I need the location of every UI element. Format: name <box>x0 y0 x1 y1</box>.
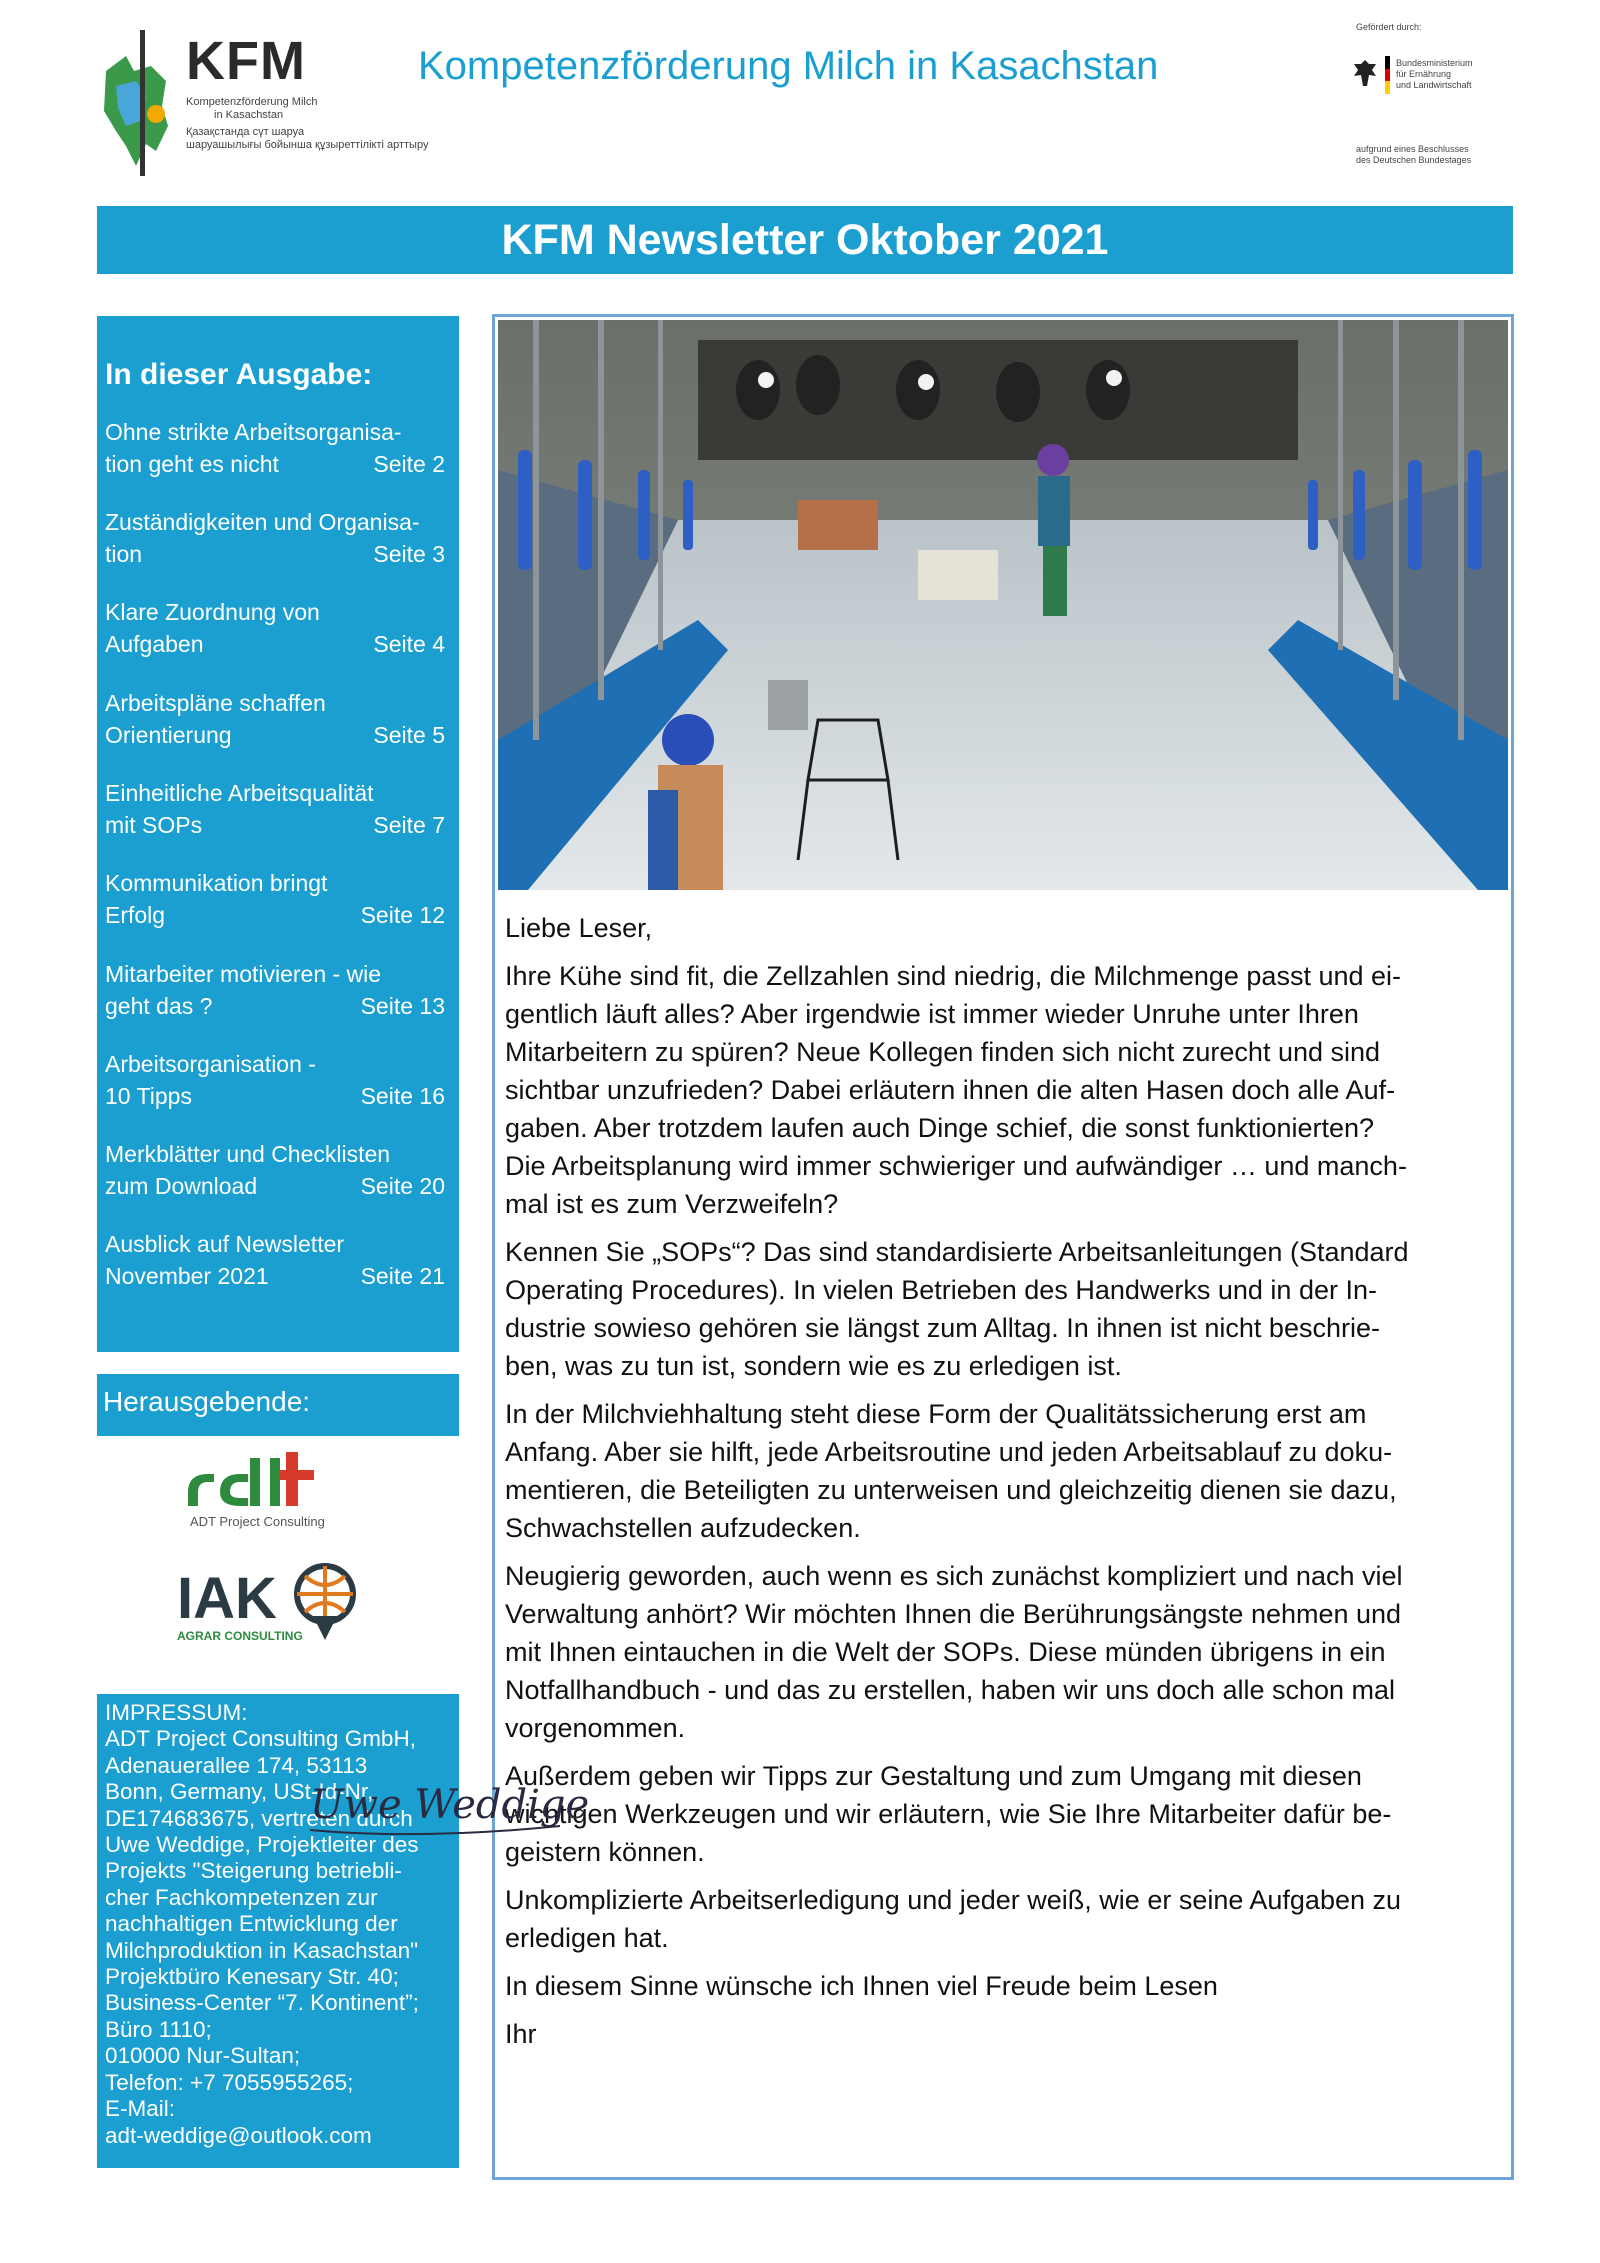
federal-eagle-icon <box>1352 58 1378 88</box>
letter-line: Liebe Leser, <box>505 913 653 943</box>
letter-line: ben, was zu tun ist, sondern wie es zu erledigen ist. <box>505 1351 1122 1381</box>
kfm-logo-subtitle: шаруашылығы бойынша құзыреттілікті арттыру <box>186 139 429 151</box>
impressum-line: Uwe Weddige, Projektleiter des <box>105 1832 419 1858</box>
toc-item[interactable] <box>105 1138 445 1202</box>
ministry-name: für Ernährung <box>1396 69 1452 79</box>
signature-icon <box>300 1760 600 1850</box>
letter-paragraph <box>505 1757 1505 1871</box>
newsletter-title-banner <box>97 206 1513 274</box>
toc-item-page: Seite 7 <box>373 812 445 838</box>
impressum-line: Büro 1110; <box>105 2016 212 2042</box>
toc-item-page: Seite 12 <box>360 902 445 928</box>
toc-item[interactable] <box>105 1048 445 1112</box>
toc-item-page: Seite 13 <box>360 993 445 1019</box>
letter-line: geistern können. <box>505 1837 705 1867</box>
toc-item-title: Ohne strikte Arbeitsorganisa- <box>105 419 402 445</box>
letter-line: Neugierig geworden, auch wenn es sich zunächst kompliziert und nach viel <box>505 1561 1403 1591</box>
impressum-line: Adenauerallee 174, 53113 <box>105 1752 368 1778</box>
letter-line: mit Ihnen eintauchen in die Welt der SOPs. Diese münden übrigens in ein <box>505 1637 1386 1667</box>
letter-line: Schwachstellen aufzudecken. <box>505 1513 861 1543</box>
toc-item-title: Arbeitsorganisation - <box>105 1051 316 1077</box>
header-title: Kompetenzförderung Milch in Kasachstan <box>418 44 1159 88</box>
main-content-frame <box>492 314 1514 2180</box>
editorial-letter <box>505 909 1505 2063</box>
kfm-logo-text: KFM <box>186 31 306 91</box>
letter-paragraph <box>505 1395 1505 1547</box>
toc-item-page: Seite 20 <box>360 1173 445 1199</box>
letter-line: dustrie sowieso gehören sie längst zum Alltag. In ihnen ist nicht beschrie- <box>505 1313 1380 1343</box>
toc-item-title: Zuständigkeiten und Organisa- <box>105 509 420 535</box>
toc-item-title: Kommunikation bringt <box>105 870 328 896</box>
publisher-heading: Herausgebende: <box>103 1386 311 1417</box>
kfm-logo <box>96 26 429 176</box>
toc-item-page: Seite 21 <box>360 1263 445 1289</box>
toc-item-title: tion <box>105 541 143 567</box>
toc-heading: In dieser Ausgabe: <box>105 358 373 391</box>
iak-logo-icon <box>175 1556 385 1646</box>
letter-line: Außerdem geben wir Tipps zur Gestaltung und zum Umgang mit diesen <box>505 1761 1362 1791</box>
letter-line: sichtbar unzufrieden? Dabei erläutern ihnen die alten Hasen doch alle Auf- <box>505 1075 1396 1105</box>
newsletter-title: KFM Newsletter Oktober 2021 <box>501 216 1109 264</box>
toc-item-title: November 2021 <box>105 1263 269 1289</box>
toc-item-page: Seite 3 <box>373 541 445 567</box>
impressum-line: Bonn, Germany, USt-Id-Nr, <box>105 1779 374 1805</box>
letter-line: Ihre Kühe sind fit, die Zellzahlen sind niedrig, die Milchmenge passt und ei- <box>505 961 1401 991</box>
kfm-logo-subtitle: Kompetenzförderung Milch <box>186 96 318 108</box>
letter-line: gaben. Aber trotzdem laufen auch Dinge schief, die sonst funktionierten? <box>505 1113 1375 1143</box>
letter-paragraph <box>505 1967 1505 2005</box>
toc-item-title: 10 Tipps <box>105 1083 192 1109</box>
sponsor-note: des Deutschen Bundestages <box>1356 155 1472 165</box>
iak-logo-caption: AGRAR CONSULTING <box>177 1629 303 1643</box>
toc-item-title: Klare Zuordnung von <box>105 599 320 625</box>
kfm-logo-subtitle: Қазақстанда сүт шаруа <box>186 126 305 138</box>
letter-line: Verwaltung anhört? Wir möchten Ihnen die Berührungsängste nehmen und <box>505 1599 1402 1629</box>
toc-item-title: Mitarbeiter motivieren - wie <box>105 961 382 987</box>
toc-item-page: Seite 16 <box>360 1083 445 1109</box>
ministry-name: Bundesministerium <box>1396 58 1473 68</box>
letter-line: In diesem Sinne wünsche ich Ihnen viel Freude beim Lesen <box>505 1971 1218 2001</box>
adt-logo-icon <box>180 1448 380 1538</box>
toc-item-title: Orientierung <box>105 722 232 748</box>
toc-item-title: Arbeitspläne schaffen <box>105 690 326 716</box>
toc-item-title: Aufgaben <box>105 631 204 657</box>
toc-item-title: Merkblätter und Checklisten <box>105 1141 391 1167</box>
letter-line: gentlich läuft alles? Aber irgendwie ist immer wieder Unruhe unter Ihren <box>505 999 1359 1029</box>
letter-line: Die Arbeitsplanung wird immer schwieriger und aufwändiger … und manch- <box>505 1151 1407 1181</box>
letter-paragraph <box>505 909 1505 947</box>
letter-line: vorgenommen. <box>505 1713 686 1743</box>
toc-item-page: Seite 5 <box>373 722 445 748</box>
letter-paragraph <box>505 2015 1505 2053</box>
letter-line: Unkomplizierte Arbeitserledigung und jeder weiß, wie er seine Aufgaben zu <box>505 1885 1402 1915</box>
signature-text: Uwe Weddige <box>310 1782 590 1828</box>
letter-paragraph <box>505 1557 1505 1747</box>
toc-item[interactable] <box>105 596 445 660</box>
letter-line: Notfallhandbuch - und das zu erstellen, haben wir uns doch alle schon mal <box>505 1675 1396 1705</box>
kazakhstan-map-logo-icon <box>96 26 176 176</box>
toc-item-title: tion geht es nicht <box>105 451 279 477</box>
toc-item-page: Seite 2 <box>373 451 445 477</box>
toc-item[interactable] <box>105 416 445 480</box>
toc-item[interactable] <box>105 867 445 931</box>
letter-line: Kennen Sie „SOPs“? Das sind standardisierte Arbeitsanleitungen (Standard <box>505 1237 1409 1267</box>
toc-item[interactable] <box>105 687 445 751</box>
adt-logo-caption: ADT Project Consulting <box>190 1514 325 1529</box>
german-flag-icon <box>1385 56 1390 94</box>
letter-line: mal ist es zum Verzweifeln? <box>505 1189 839 1219</box>
table-of-contents <box>97 316 459 1352</box>
toc-item-title: geht das ? <box>105 993 213 1019</box>
kfm-logo-subtitle: in Kasachstan <box>214 109 284 121</box>
letter-line: wichtigen Werkzeugen und wir erläutern, wie Sie Ihre Mitarbeiter dafür be- <box>505 1799 1392 1829</box>
impressum-line: IMPRESSUM: <box>105 1700 248 1725</box>
impressum-email[interactable]: adt-weddige@outlook.com <box>105 2122 372 2148</box>
letter-paragraph <box>505 1233 1505 1385</box>
toc-item-page: Seite 4 <box>373 631 445 657</box>
impressum-line: Business-Center “7. Kontinent”; <box>105 1990 419 2016</box>
letter-line: Operating Procedures). In vielen Betrieben des Handwerks und in der In- <box>505 1275 1377 1305</box>
letter-line: erledigen hat. <box>505 1923 669 1953</box>
letter-line: In der Milchviehhaltung steht diese Form der Qualitätssicherung erst am <box>505 1399 1367 1429</box>
toc-item[interactable] <box>105 958 445 1022</box>
iak-logo-text: IAK <box>177 1566 277 1631</box>
impressum-line: Milchproduktion in Kasachstan" <box>105 1937 419 1963</box>
impressum-line: DE174683675, vertreten durch <box>105 1805 413 1831</box>
sponsor-caption: Gefördert durch: <box>1356 22 1422 32</box>
sponsor-note: aufgrund eines Beschlusses <box>1356 144 1469 154</box>
letter-line: mentieren, die Beteiligten zu unterweisen und gleichzeitig dienen sie dazu, <box>505 1475 1397 1505</box>
toc-item-title: mit SOPs <box>105 812 203 838</box>
impressum-line: Telefon: +7 7055955265; <box>105 2069 354 2095</box>
impressum-line: cher Fachkompetenzen zur <box>105 1884 378 1910</box>
impressum-line: E-Mail: <box>105 2096 176 2122</box>
publisher-header <box>97 1374 459 1436</box>
letter-line: Mitarbeitern zu spüren? Neue Kollegen finden sich nicht zurecht und sind <box>505 1037 1381 1067</box>
toc-item[interactable] <box>105 506 445 570</box>
impressum-line: ADT Project Consulting GmbH, <box>105 1726 416 1752</box>
impressum-line: Projektbüro Kenesary Str. 40; <box>105 1964 399 1990</box>
ministry-name: und Landwirtschaft <box>1396 80 1472 90</box>
letter-line: Ihr <box>505 2019 537 2049</box>
toc-item[interactable] <box>105 777 445 841</box>
toc-item-title: zum Download <box>105 1173 258 1199</box>
toc-item-title: Ausblick auf Newsletter <box>105 1231 345 1257</box>
impressum-line: 010000 Nur-Sultan; <box>105 2043 301 2069</box>
letter-paragraph <box>505 1881 1505 1957</box>
letter-line: Anfang. Aber sie hilft, jede Arbeitsroutine und jeden Arbeitsablauf zu doku- <box>505 1437 1393 1467</box>
impressum-line: Projekts "Steigerung betriebli- <box>105 1858 402 1884</box>
toc-item-title: Einheitliche Arbeitsqualität <box>105 780 374 806</box>
milking-parlor-photo <box>498 320 1508 890</box>
toc-item-title: Erfolg <box>105 902 166 928</box>
impressum-line: nachhaltigen Entwicklung der <box>105 1911 398 1937</box>
letter-paragraph <box>505 957 1505 1223</box>
toc-item[interactable] <box>105 1228 445 1292</box>
sponsor-logo <box>1352 22 1502 172</box>
